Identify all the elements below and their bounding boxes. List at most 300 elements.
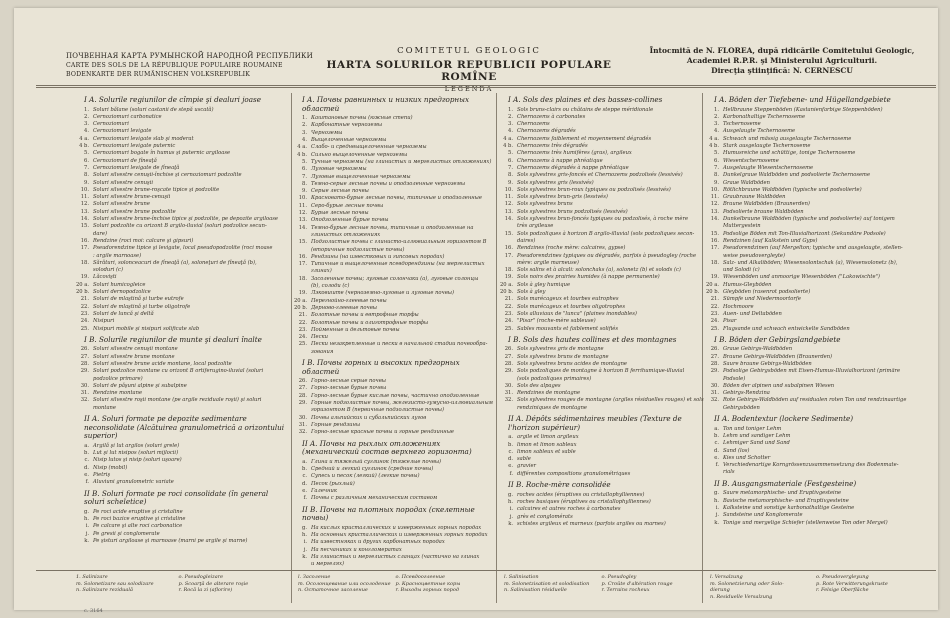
legend-item xyxy=(294,122,494,129)
legend-item-text: Hochmoore xyxy=(723,303,754,310)
symbol-legend-row xyxy=(710,594,922,601)
legend-item-number: 30. xyxy=(710,382,719,389)
legend-item xyxy=(706,397,924,404)
legend-item-text: Wiesentschernoseme xyxy=(723,157,779,164)
legend-item-text: podzolice primare) xyxy=(93,375,143,382)
legend-item xyxy=(706,128,924,135)
legend-item-text: Soluri dernopodzolice xyxy=(93,289,151,296)
legend-item-number: 19. xyxy=(80,274,89,281)
legend-item xyxy=(706,245,924,252)
legend-item-text: Graue Gebirgs-Waldböden xyxy=(723,346,793,353)
legend-item-text: Серые лесные почвы xyxy=(311,188,369,195)
legend-item-number: 7. xyxy=(84,164,89,171)
legend-item-text: и мергелях) xyxy=(311,561,345,568)
legend-item-text: Галечник xyxy=(311,487,337,494)
legend-item-text: Chernozems à nappe phréatique xyxy=(517,157,603,164)
legend-item-text: limon et limon sableux xyxy=(517,441,577,448)
symbol-legend-entry: l. Versalzung xyxy=(710,574,743,580)
legend-item-text: Горно-лесные красные почвы и горные рендзинные xyxy=(311,429,454,436)
legend-item xyxy=(76,282,291,289)
legend-item-number: k. xyxy=(714,519,719,526)
legend-item-number: 29. xyxy=(298,400,307,407)
legend-item-number: 25. xyxy=(710,325,719,332)
legend-item-text: Выщелоченные черноземы xyxy=(311,137,387,144)
legend-item-number: 19. xyxy=(504,274,513,281)
legend-item-number: 12. xyxy=(80,201,89,208)
legend-item-number xyxy=(706,376,719,383)
legend-item-number xyxy=(294,268,307,275)
legend-item-text: Sols podzoliques de montagne à horizon B ferrihumique-illuvial xyxy=(517,368,685,375)
legend-item-number xyxy=(706,253,719,260)
legend-item xyxy=(76,274,291,281)
legend-item-number: h. xyxy=(508,498,513,505)
legend-item xyxy=(294,298,494,305)
legend-item-text: Karbonathaltige Tschernoseme xyxy=(723,113,806,120)
legend-item-number: 23. xyxy=(710,310,719,317)
legend-item-text: montane xyxy=(93,404,116,411)
legend-item xyxy=(76,231,291,238)
legend-item-text: Cernoziomuri levigate slab şi moderat xyxy=(93,135,194,142)
legend-item-number: 21. xyxy=(298,312,307,319)
legend-column-romanian xyxy=(76,93,291,563)
legend-item-number: g. xyxy=(714,490,719,497)
section-heading: I A. Solurile regiunilor de cîmpie şi dealuri joase xyxy=(84,95,261,104)
legend-item-text: Lehmiger Sand und Sand xyxy=(723,440,790,447)
legend-item xyxy=(706,289,924,296)
legend-item xyxy=(706,209,924,216)
legend-item xyxy=(76,368,291,375)
legend-item-text: Sols des alpages xyxy=(517,382,561,389)
legend-item-number: 17. xyxy=(710,245,719,252)
legend-item-number: 22. xyxy=(80,303,89,310)
legend-item-text: soloduri (c) xyxy=(93,267,123,274)
legend-item xyxy=(76,397,291,404)
legend-item-text: Podsolige Gebirgsböden mit Eisen-Humus-Illuvialhorizont (primäre xyxy=(723,368,901,375)
section-heading: I A. Почвы равнинных и низких предгорных областей xyxy=(302,95,470,113)
legend-item-number: j. xyxy=(85,530,89,537)
legend-item-number: 4 a. xyxy=(709,135,719,142)
legend-item-text: roches basiques (éruptives ou cristallophylliennes) xyxy=(517,498,651,505)
legend-item-text: Kalksteine und sonstige karbonathaltige Gesteine xyxy=(723,504,855,511)
legend-item-text: Пески xyxy=(311,334,328,341)
legend-item xyxy=(294,144,494,151)
legend-item-number: j. xyxy=(509,513,513,520)
legend-item xyxy=(76,114,291,121)
legend-item xyxy=(500,383,700,390)
legend-item-number: 21. xyxy=(710,296,719,303)
legend-item xyxy=(76,472,291,479)
legend-item xyxy=(500,405,700,412)
legend-item-text: Sandsteine und Konglomerate xyxy=(723,512,803,519)
legend-item-number: 19. xyxy=(298,290,307,297)
legend-item xyxy=(76,121,291,128)
legend-item xyxy=(500,506,700,513)
legend-item-text: Gleyböden (rasenrot podsolierte) xyxy=(723,289,811,296)
legend-item-number: 29. xyxy=(710,368,719,375)
legend-item-number: 7. xyxy=(714,164,719,171)
legend-item-text: Горно-лесные бурые почвы xyxy=(311,385,387,392)
legend-item-number: c. xyxy=(84,457,89,464)
legend-item xyxy=(706,376,924,383)
map-legend-sheet xyxy=(14,8,938,614)
legend-item-number xyxy=(500,376,513,383)
legend-item xyxy=(706,107,924,114)
legend-item xyxy=(706,223,924,230)
legend-item-text: Graubraune Waldböden xyxy=(723,194,786,201)
legend-item-number: k. xyxy=(302,553,307,560)
page-title: HARTA SOLURILOR REPUBLICII POPULARE ROMÎNE xyxy=(326,59,612,83)
legend-item-number: 29. xyxy=(504,368,513,375)
legend-item-text: Слабо- и среднвыщелоченные черноземы xyxy=(311,144,427,151)
symbol-legend-entry: n. Salinizare reziduală xyxy=(76,587,133,594)
legend-item xyxy=(706,498,924,505)
legend-item-number: 6. xyxy=(508,157,513,164)
legend-item-text: Graue Waldböden xyxy=(723,179,770,186)
legend-item xyxy=(76,296,291,303)
legend-item xyxy=(706,405,924,412)
legend-item-text: Cernoziomuri levigate puternic xyxy=(93,143,176,150)
legend-item-text: Wiesenböden und anmoorige Wiesenböden ("Lakowischte") xyxy=(723,274,880,281)
legend-item xyxy=(706,354,924,361)
committee-name: COMITETUL GEOLOGIC xyxy=(397,46,541,56)
section-heading: I A. Böden der Tiefebene- und Hügellandgebiete xyxy=(714,95,891,104)
legend-item-number: f. xyxy=(715,462,719,469)
credit-line: Academiei R.P.R. şi Ministerului Agriculturii. xyxy=(686,56,878,65)
legend-item-text: Schwach und mässig ausgelaugte Tschernoseme xyxy=(723,135,852,142)
legend-item-text: Verschiedenartige Korngrössenzusammensetzung des Bodenmate- xyxy=(723,462,899,469)
legend-item-text: Пойменные и дельтовые почвы xyxy=(311,326,400,333)
legend-item-text: Sables mouvants et faiblement solifiés xyxy=(517,325,619,332)
legend-item-text: Lut şi lut nisipos (soluri mijlocii) xyxy=(93,450,179,457)
credit-line: Întocmită de N. FLOREA, după ridicările Comitetului Geologic, xyxy=(649,46,915,55)
legend-item xyxy=(76,187,291,194)
section-heading: II A. Bodentextur (lockere Sedimente) xyxy=(714,414,854,424)
legend-item-text: Sols sylvestres gris (lessivés) xyxy=(517,179,594,186)
legend-item-text: Basische metamorphische- und Eruptivgesteine xyxy=(723,497,849,504)
legend-item xyxy=(294,203,494,210)
legend-item-number xyxy=(294,247,307,254)
symbol-legend-entry: o. Псевдооглеение xyxy=(395,574,445,580)
legend-item xyxy=(294,276,494,283)
legend-item-number: 30. xyxy=(504,382,513,389)
legend-item-number: 28. xyxy=(504,360,513,367)
legend-item-number: 1. xyxy=(714,106,719,113)
symbol-legend-row xyxy=(76,587,281,594)
legend-item xyxy=(294,393,494,400)
legend-item-text: Humus-Gleyböden xyxy=(723,281,772,288)
legend-item xyxy=(76,304,291,311)
legend-item-text: Chernozems faiblement et moyennement dégradés xyxy=(517,135,652,142)
symbol-legend-entry: p. Croûte d'altération rouge xyxy=(601,580,673,587)
legend-item-text: Cernoziomuri levigate xyxy=(93,128,152,135)
legend-item xyxy=(706,114,924,121)
legend-item-text: На кислых кристаллических и изверженных горных породах xyxy=(311,524,482,531)
legend-item xyxy=(500,158,700,165)
legend-item xyxy=(706,520,924,527)
legend-item-number: f. xyxy=(303,495,307,502)
legend-item-number: 13. xyxy=(710,208,719,215)
legend-item-text: Pe roci bazice eruptive şi cristaline xyxy=(93,516,186,523)
legend-item-number: 15. xyxy=(80,223,89,230)
legend-item-text: Chernozems très dégradés xyxy=(517,143,588,150)
legend-item-number: d. xyxy=(84,464,89,471)
legend-item xyxy=(294,159,494,166)
legend-item xyxy=(500,274,700,281)
legend-item-text: Muttergestein xyxy=(723,223,761,230)
legend-item-text: Chernozems très humifères (gras), argileux xyxy=(517,150,632,157)
legend-item-number: 19. xyxy=(710,274,719,281)
legend-item-text: Podsole) xyxy=(723,375,746,382)
legend-item-number: 8. xyxy=(508,172,513,179)
legend-item xyxy=(500,492,700,499)
legend-item-text: Пески незакрепленные и пески в начальной стадии почвообра- xyxy=(311,341,488,348)
legend-item xyxy=(500,456,700,463)
legend-item-text: Почвы с различным механическим составом xyxy=(311,495,438,502)
legend-item-number: 23. xyxy=(504,310,513,317)
symbol-legend-entry: r. Выходы горных пород xyxy=(395,587,460,594)
legend-item-text: Soluri silvestre cenuşii montane xyxy=(93,346,178,353)
legend-item-text: Pseudorendzinen (auf Mergelton; typische und ausgelaugte, stellen- xyxy=(723,245,903,252)
legend-item-text: Типичные и выщелоченные псевдорендзины (на мергелистых xyxy=(311,261,485,268)
legend-item-text: (вторичные подзолистые почвы) xyxy=(311,246,405,253)
legend-item-number: 28. xyxy=(80,360,89,367)
legend-item-text: Ausgelaugte Wiesentschernoseme xyxy=(723,164,814,171)
legend-item-number: 18. xyxy=(504,267,513,274)
legend-item-text: Saure metamorphische- und Eruptivgesteine xyxy=(723,490,842,497)
section-heading: II A. Dépôts sédimentaires meubles (Texture de l'horizon supérieur) xyxy=(508,414,682,432)
legend-item-number: e. xyxy=(508,463,513,470)
legend-item-number: 1. xyxy=(302,115,307,122)
legend-item xyxy=(294,407,494,414)
legend-item xyxy=(706,150,924,157)
legend-item-number: 4. xyxy=(84,128,89,135)
legend-item-text: dare) xyxy=(93,230,107,237)
legend-item-text: "Pisar" (roche-mère sableuse) xyxy=(517,318,596,325)
legend-item xyxy=(294,232,494,239)
symbol-legend-entry: l. Засоление xyxy=(298,574,331,580)
symbol-legend-romanian xyxy=(76,574,281,604)
legend-item-text: Pe şisturi argiloase şi marnoase (marni pe argile şi marne) xyxy=(93,538,248,544)
legend-item-text: Soluri silvestre brune-roşcate tipice şi podzolite xyxy=(93,186,220,193)
legend-item xyxy=(500,326,700,333)
legend-item-number: 22. xyxy=(298,319,307,326)
legend-item-number: 21. xyxy=(504,296,513,303)
legend-item-text: Sărături, solonceacuri de fîneaţă (a), soloneţuri de fîneaţă (b), xyxy=(93,259,257,266)
legend-item-number: 4 b. xyxy=(79,143,89,150)
legend-item-text: Рендзины (на известковых и гипсовых породах) xyxy=(311,253,445,260)
legend-item xyxy=(706,158,924,165)
symbol-legend-entry: o. Pseudogleizare xyxy=(178,574,224,580)
legend-item-text: Sümpfe und Niedermoortorfe xyxy=(723,296,801,303)
legend-item xyxy=(706,390,924,397)
legend-item-number: 4 b. xyxy=(503,143,513,150)
legend-item-text: На основных кристаллических и изверженных горных породах xyxy=(311,532,488,538)
symbol-legend-entry: o. Pseudogley xyxy=(601,574,637,580)
legend-item xyxy=(706,318,924,325)
symbol-legend-entry: 1. Salinizare xyxy=(76,574,108,580)
legend-item-text: Sols noirs des prairies humides (à nappe permanente) xyxy=(517,274,660,281)
legend-item xyxy=(500,397,704,404)
legend-item xyxy=(294,525,494,532)
legend-item xyxy=(76,150,291,157)
legend-item-number: 4. xyxy=(302,137,307,144)
legend-item xyxy=(294,341,494,348)
legend-item xyxy=(706,455,924,462)
legend-item-number: 14. xyxy=(80,216,89,223)
legend-item-number: 1. xyxy=(508,106,513,113)
section-heading: I B. Почвы горных и высоких предгорных областей xyxy=(302,357,460,376)
legend-item-text: Средний и легкий суглинок (средние почвы) xyxy=(311,466,434,473)
legend-item xyxy=(76,538,291,545)
legend-item-text: Бурые лесные почвы xyxy=(311,210,369,217)
legend-item-number: 17. xyxy=(298,261,307,268)
section-heading: I A. Sols des plaines et des basses-collines xyxy=(508,95,663,104)
legend-item-text: (sols podzoliques primaires) xyxy=(517,375,592,382)
legend-item-number: 4 b. xyxy=(297,151,307,158)
legend-item-number xyxy=(294,232,307,239)
legend-item-number: j. xyxy=(303,546,307,553)
legend-item-text: rendziniques de montagne xyxy=(517,404,587,411)
legend-item-number: 16. xyxy=(504,245,513,252)
legend-item-number: 2. xyxy=(508,113,513,120)
legend-item-text: горизонтом В (первичные подзолистые почвы) xyxy=(311,407,445,414)
legend-item-text: Ton und toniger Lehm xyxy=(723,425,782,432)
legend-item-text: (b), солоди (c) xyxy=(311,283,350,290)
legend-item-text: Soluri silvestre brune-închise tipice şi podzolite, pe depozite argiloase xyxy=(93,216,278,223)
legend-item xyxy=(76,376,291,383)
legend-item-number: 10. xyxy=(298,195,307,202)
legend-item-text: Sols marécageux et tourbes oligotrophes xyxy=(517,303,626,310)
legend-item-text: Серо-бурые лесные почвы xyxy=(311,202,384,209)
symbol-legend-entry: m. Осолонцевание или осолодение xyxy=(298,580,391,587)
legend-item xyxy=(500,253,700,260)
column-divider xyxy=(496,93,497,603)
legend-item-text: Pisar xyxy=(723,318,737,325)
legend-item xyxy=(294,247,494,254)
legend-item-number: b. xyxy=(302,466,307,473)
legend-item-number: 27. xyxy=(504,353,513,360)
legend-item xyxy=(500,434,700,441)
legend-item-number: f. xyxy=(509,470,513,477)
legend-item-number: 15. xyxy=(710,230,719,237)
symbol-legend-entry: p. Rote Verwitterungskruste xyxy=(816,580,888,587)
legend-item-number xyxy=(500,238,513,245)
legend-item-number: 10. xyxy=(710,186,719,193)
legend-item-number xyxy=(294,407,307,414)
legend-item xyxy=(500,354,700,361)
legend-item-number: a. xyxy=(302,458,307,465)
legend-item-number: 5. xyxy=(302,158,307,165)
legend-item-number: 10. xyxy=(80,186,89,193)
legend-item-text: На песчаниках и конгломератах xyxy=(311,546,402,553)
legend-item-text: Болотные почвы и олиготрофные торфы xyxy=(311,319,429,326)
legend-item-number: a. xyxy=(714,425,719,432)
legend-item xyxy=(706,282,924,289)
legend-item-text: Sols sylvestres brun-gris (lessivés) xyxy=(517,194,608,201)
legend-item-text: Sols sylvestres rouges de montagne (argiles résiduelles rouges) et sols xyxy=(517,397,704,404)
legend-item-number: 31. xyxy=(80,390,89,397)
legend-item-number xyxy=(76,376,89,383)
symbol-legend-entry: m. Solonetzierung oder Solo- xyxy=(710,580,784,587)
legend-item-number: 26. xyxy=(80,346,89,353)
legend-item-text: Ausgelaugte Tschernoseme xyxy=(723,128,796,135)
legend-item xyxy=(500,128,700,135)
legend-item xyxy=(706,172,924,179)
legend-item-text: Gebirgs-Rendzina xyxy=(723,390,770,397)
legend-item-text: Горные рендзины xyxy=(311,421,361,428)
legend-item xyxy=(76,479,291,486)
legend-item-text: Sols sylvestres bruns de montagne xyxy=(517,353,609,360)
legend-item-text: Почвы альпийских и субальпийских лугов xyxy=(311,414,427,421)
legend-item xyxy=(706,440,924,447)
legend-item-number: 4 b. xyxy=(709,143,719,150)
legend-item xyxy=(76,311,291,318)
legend-item-number xyxy=(76,231,89,238)
legend-item-number: 2. xyxy=(714,113,719,120)
legend-item xyxy=(76,172,291,179)
legend-item xyxy=(500,471,700,478)
legend-item-text: Sols à gley humique xyxy=(517,281,571,288)
legend-item-text: sable xyxy=(517,456,531,463)
legend-item-text: Humusreiche und schüttige, tonige Tschernoseme xyxy=(723,150,856,157)
legend-item-text: Soluri de mlaştină şi turbe eutrofe xyxy=(93,296,184,303)
legend-item-number: 28. xyxy=(710,360,719,367)
legend-item xyxy=(706,368,924,375)
legend-item xyxy=(76,209,291,216)
legend-item-text: Sols alluviaux de "lunca" (plaines inondables) xyxy=(517,310,637,317)
legend-item xyxy=(706,304,924,311)
legend-item xyxy=(294,459,494,466)
symbol-legend-row xyxy=(710,581,922,588)
legend-item xyxy=(500,114,700,121)
legend-item xyxy=(76,457,291,464)
legend-item-number: 22. xyxy=(710,303,719,310)
legend-item xyxy=(500,514,700,521)
legend-item-number: 2. xyxy=(84,113,89,120)
legend-item-text: Sols sylvestres brun-foncés typiques ou podzolisés, à roche mère xyxy=(517,216,689,223)
legend-item-number xyxy=(706,405,719,412)
legend-item xyxy=(500,136,700,143)
legend-item xyxy=(294,320,494,327)
legend-item-number: e. xyxy=(714,454,719,461)
symbol-legend-entry: r. Felsige Oberfläche xyxy=(816,587,869,594)
legend-item xyxy=(294,239,494,246)
legend-item-text: Soluri bălane (soluri castanii de stepă uscată) xyxy=(93,106,214,113)
legend-item xyxy=(500,296,700,303)
legend-item xyxy=(294,429,494,436)
legend-subtitle: LEGENDA xyxy=(444,85,494,93)
legend-item-number: g. xyxy=(508,491,513,498)
legend-item xyxy=(706,346,924,353)
legend-item-number: b. xyxy=(84,450,89,457)
symbol-legend-row xyxy=(298,587,493,594)
legend-item xyxy=(500,304,700,311)
legend-item-number: 6. xyxy=(84,157,89,164)
legend-item-text: Dunkelbraune Waldböden (typische und podsolierte) auf tonigem xyxy=(723,216,895,223)
legend-item-number: c. xyxy=(508,448,513,455)
legend-item-number: 32. xyxy=(710,397,719,404)
legend-item-number: c. xyxy=(302,473,307,480)
legend-item xyxy=(294,415,494,422)
legend-item-text: Soluri de păşuni alpine şi subalpine xyxy=(93,382,187,389)
legend-item-text: Sols sylvestres bruns podzolisés (lessivés) xyxy=(517,208,628,215)
legend-item xyxy=(706,180,924,187)
legend-item-number: 5. xyxy=(714,150,719,157)
legend-item-text: Nisipuri mobile şi nisipuri solificate slab xyxy=(93,325,200,332)
legend-item-number xyxy=(76,405,89,412)
legend-item xyxy=(706,426,924,433)
legend-item-text: Böden der alpinen und subalpinen Wiesen xyxy=(723,382,835,389)
